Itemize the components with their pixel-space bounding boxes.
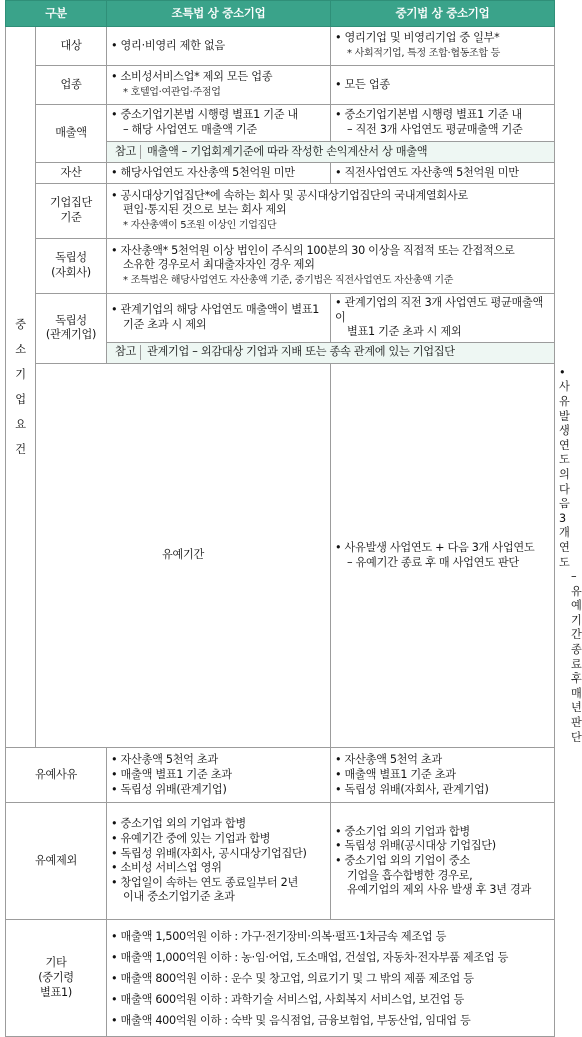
- assets-tax: • 해당사업연도 자산총액 5천억원 미만: [107, 163, 331, 184]
- row-label-industry: 업종: [36, 66, 107, 105]
- row-label-grace-exclusion: 유예제외: [6, 803, 107, 920]
- sme-comparison-table: 구분 조특법 상 중소기업 중기법 상 중소기업 중 소 기 업 요 건 대상 • 영리·비영리 제한 없음 • 영리기업 및 비영리기업 중 일부* * 사회적기업, 특정 조합·협동조합 등 업종 • 소비성서비스업* 제외 모든 업종 * 호텔업·여관업·주점업 • 모든 업종 매출액 • 중소기업기본법 시행령 별표1 기준 내 – 해당 사업연도 매출액 기준 • 중소기업기본법 시행령 별표1 기준 내 – 직전 3개 사업연도 평균매출액 기준 참고 매출액 – 기업회계기준에 따라 작성한 손익계산서 상 매출액 자산 • 해당사업연도 자산총액 5천억원 미만 • 직전사업연도 자산총액 5천억원 미만 기업집단 기준 • 공시대상기업집단*에 속하는 회사 및 공시대상기업집단의 국내계열회사로 편입·통지된 것으로 보는 회사 제외 * 자산총액이 5조원 이상인 기업집단 독립성 (자회사) • 자산총액* 5천억원 이상 법인이 주식의 100분의 30 이상을 직접적 또는 간접적으로 소유한 경우로서 최대출자자인 경우 제외 * 조특법은 해당사업연도 자산총액 기준, 중기법은 직전사업연도 자산총액 기준 독립성 (관계기업) • 관계기업의 해당 사업연도 매출액이 별표1 기준 초과 시 제외 • 관계기업의 직전 3개 사업연도 평균매출액이 별표1 기준 초과 시 제외 참고 관계기업 – 외감대상 기업과 지배 또는 종속 관계에 있는 기업집단 유예기간 • 사유발생 사업연도 + 다음 3개 사업연도 – 유예기간 종료 후 매 사업연도 판단 • 사유발생연도의 다음 3개연도 – 유예기간 종료 후 매년 판단 유예사유 • 자산총액 5천억 초과 • 매출액 별표1 기준 초과 • 독립성 위배(관계기업) • 자산총액 5천억 초과 • 매출액 별표1 기준 초과 • 독립성 위배(자회사, 관계기업) 유예제외 • 중소기업 외의 기업과 합병 • 유예기간 중에 있는 기업과 합병 • 독립성 위배(자회사, 공시대상기업집단) • 소비성 서비스업 영위 • 창업일이 속하는 연도 종료일부터 2년 이내 중소기업기준 초과 • 중소기업 외의 기업과 합병 • 독립성 위배(공시대상 기업집단) • 중소기업 외의 기업이 중소 기업을 흡수합병한 경우로, 유예기업의 제외 사유 발생 후 3년 경과 기타 (중기령 별표1) • 매출액 1,500억원 이하 : 가구·전기장비·의복·펄프·1차금속 제조업 등 • 매출액 1,000억원 이하 : 농·임·어업, 도소매업, 건설업, 자동차·전자부품 제조업 등 • 매출액 800억원 이하 : 운수 및 창고업, 의료기기 및 그 밖의 제품 제조업 등 • 매출액 600억원 이하 : 과학기술 서비스업, 사회복지 서비스업, 보건업 등 • 매출액 400억원 이하 : 숙박 및 음식점업, 금융보험업, 부동산업, 임대업 등: [5, 0, 555, 1037]
- row-label-indep-capital: 독립성 (자회사): [36, 239, 107, 294]
- industry-tax: • 소비성서비스업* 제외 모든 업종 * 호텔업·여관업·주점업: [107, 66, 331, 105]
- indep-related-sme: • 관계기업의 직전 3개 사업연도 평균매출액이 별표1 기준 초과 시 제외: [331, 294, 555, 343]
- indep-capital-criteria: • 자산총액* 5천억원 이상 법인이 주식의 100분의 30 이상을 직접적 또는 간접적으로 소유한 경우로서 최대출자자인 경우 제외 * 조특법은 해당사업연도 자산총액 기준, 중기법은 직전사업연도 자산총액 기준: [107, 239, 555, 294]
- other-thresholds: • 매출액 1,500억원 이하 : 가구·전기장비·의복·펄프·1차금속 제조업 등 • 매출액 1,000억원 이하 : 농·임·어업, 도소매업, 건설업, 자동차·전자부품 제조업 등 • 매출액 800억원 이하 : 운수 및 창고업, 의료기기 및 그 밖의 제품 제조업 등 • 매출액 600억원 이하 : 과학기술 서비스업, 사회복지 서비스업, 보건업 등 • 매출액 400억원 이하 : 숙박 및 음식점업, 금융보험업, 부동산업, 임대업 등: [107, 920, 555, 1037]
- indep-related-reference: 참고 관계기업 – 외감대상 기업과 지배 또는 종속 관계에 있는 기업집단: [107, 342, 555, 363]
- indep-related-tax: • 관계기업의 해당 사업연도 매출액이 별표1 기준 초과 시 제외: [107, 294, 331, 343]
- sme-requirement-label: 중 소 기 업 요 건: [6, 27, 36, 748]
- row-label-grace-reason: 유예사유: [6, 748, 107, 803]
- grace-reason-tax: • 자산총액 5천억 초과 • 매출액 별표1 기준 초과 • 독립성 위배(관계기업): [107, 748, 331, 803]
- target-tax: • 영리·비영리 제한 없음: [107, 27, 331, 66]
- sales-reference: 참고 매출액 – 기업회계기준에 따라 작성한 손익계산서 상 매출액: [107, 142, 555, 163]
- row-label-other: 기타 (중기령 별표1): [6, 920, 107, 1037]
- row-label-indep-related: 독립성 (관계기업): [36, 294, 107, 364]
- grace-exclusion-tax: • 중소기업 외의 기업과 합병 • 유예기간 중에 있는 기업과 합병 • 독립성 위배(자회사, 공시대상기업집단) • 소비성 서비스업 영위 • 창업일이 속하는 연도 종료일부터 2년 이내 중소기업기준 초과: [107, 803, 331, 920]
- target-sme: • 영리기업 및 비영리기업 중 일부* * 사회적기업, 특정 조합·협동조합 등: [331, 27, 555, 66]
- row-label-assets: 자산: [36, 163, 107, 184]
- row-label-grace-period: 유예기간: [36, 363, 331, 747]
- grace-period-tax: • 사유발생 사업연도 + 다음 3개 사업연도 – 유예기간 종료 후 매 사업연도 판단: [331, 363, 555, 747]
- sales-sme: • 중소기업기본법 시행령 별표1 기준 내 – 직전 3개 사업연도 평균매출액 기준: [331, 105, 555, 142]
- assets-sme: • 직전사업연도 자산총액 5천억원 미만: [331, 163, 555, 184]
- row-label-target: 대상: [36, 27, 107, 66]
- grace-exclusion-sme: • 중소기업 외의 기업과 합병 • 독립성 위배(공시대상 기업집단) • 중소기업 외의 기업이 중소 기업을 흡수합병한 경우로, 유예기업의 제외 사유 발생 후 3년 경과: [331, 803, 555, 920]
- row-label-group: 기업집단 기준: [36, 184, 107, 239]
- sales-tax: • 중소기업기본법 시행령 별표1 기준 내 – 해당 사업연도 매출액 기준: [107, 105, 331, 142]
- group-criteria: • 공시대상기업집단*에 속하는 회사 및 공시대상기업집단의 국내계열회사로 편입·통지된 것으로 보는 회사 제외 * 자산총액이 5조원 이상인 기업집단: [107, 184, 555, 239]
- grace-reason-sme: • 자산총액 5천억 초과 • 매출액 별표1 기준 초과 • 독립성 위배(자회사, 관계기업): [331, 748, 555, 803]
- row-label-sales: 매출액: [36, 105, 107, 163]
- header-sme-act: 중기법 상 중소기업: [331, 1, 555, 27]
- industry-sme: • 모든 업종: [331, 66, 555, 105]
- header-category: 구분: [6, 1, 107, 27]
- header-tax-law: 조특법 상 중소기업: [107, 1, 331, 27]
